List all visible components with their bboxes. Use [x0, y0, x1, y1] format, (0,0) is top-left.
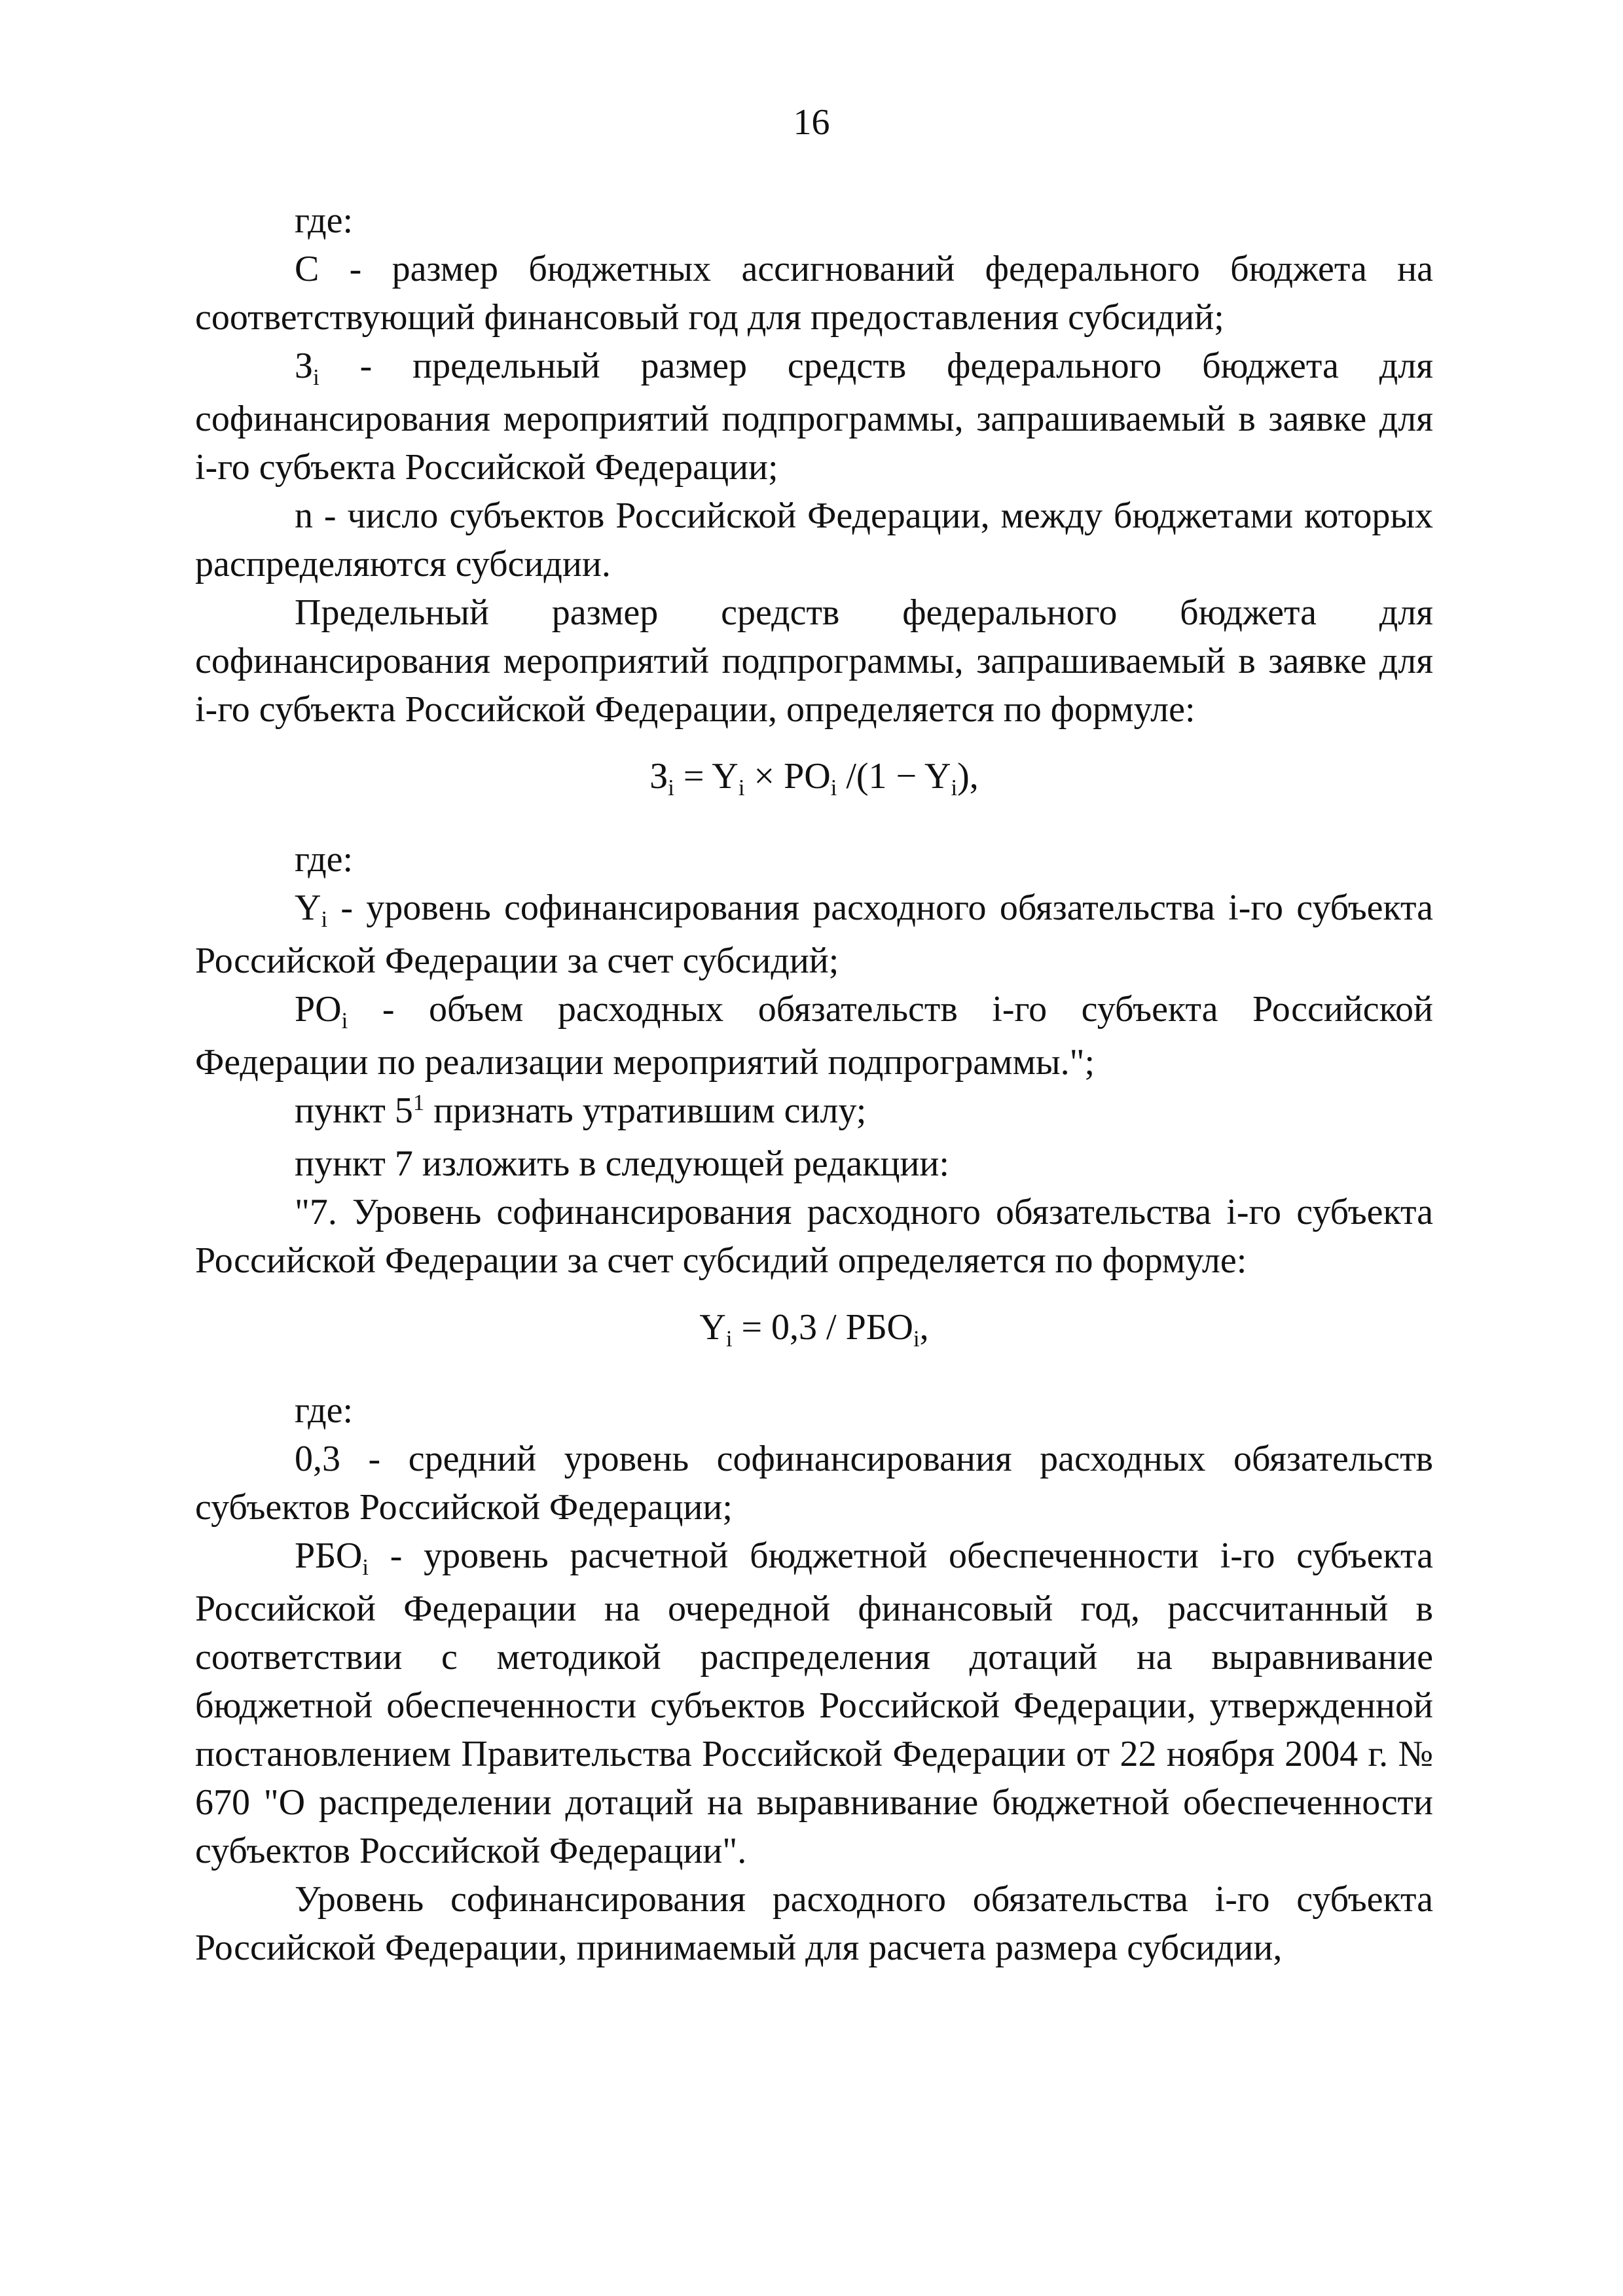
y-text: - уровень софинансирования расходного обязательства i-го субъекта Российской Федерации за счет субсидий;	[195, 888, 1433, 981]
formula-end: ),	[957, 756, 979, 797]
rbo-text: - уровень расчетной бюджетной обеспеченности i-го субъекта Российской Федерации на очередной финансовый год, рассчитанный в соответствии с методикой распределения дотаций на выравнивание бюджетной обеспеченности субъектов Российской Федерации, утвержденной постановлением Правительства Российской Федерации от 22 ноября 2004 г. № 670 "О распределении дотаций на выравнивание бюджетной обеспеченности субъектов Российской Федерации".	[195, 1535, 1433, 1871]
punkt-7: пункт 7 изложить в следующей редакции:	[295, 1143, 949, 1184]
z-definition	[195, 342, 1433, 492]
where-label-3: где:	[295, 1390, 354, 1431]
avg-definition: 0,3 - средний уровень софинансирования расходных обязательств субъектов Российской Федерации;	[195, 1439, 1433, 1528]
formula-z-index: i	[668, 775, 674, 801]
formula2-end: ,	[919, 1307, 929, 1348]
rbo-symbol: РБО	[295, 1535, 363, 1576]
formula2-y-index: i	[725, 1326, 733, 1352]
punkt-5-after: признать утратившим силу;	[424, 1090, 867, 1131]
formula2-y: Y	[699, 1307, 726, 1348]
po-index: i	[341, 1008, 348, 1034]
formula-y2-index: i	[951, 775, 958, 801]
n-definition: n - число субъектов Российской Федерации, между бюджетами которых распределяются субсидии.	[195, 495, 1433, 584]
formula-div: /(1 − Y	[837, 756, 951, 797]
formula-y-index: i	[738, 775, 745, 801]
where-label-2: где:	[295, 839, 354, 880]
formula-z	[195, 734, 1433, 835]
punkt-5-sup: 1	[412, 1089, 425, 1115]
formula-times: × PO	[744, 756, 831, 797]
y-definition	[195, 884, 1433, 985]
y-symbol: Y	[295, 888, 321, 928]
limit-paragraph: Предельный размер средств федерального бюджета для софинансирования мероприятий подпрограммы, запрашиваемый в заявке для i-го субъекта Российской Федерации, определяется по формуле:	[195, 592, 1433, 730]
y-index: i	[321, 906, 328, 933]
where-label-1: где:	[295, 200, 354, 241]
formula-z-symbol: З	[649, 756, 668, 797]
p7-text: "7. Уровень софинансирования расходного обязательства i-го субъекта Российской Федерации за счет субсидий определяется по формуле:	[195, 1192, 1433, 1281]
punkt-5	[195, 1086, 1433, 1139]
z-symbol: З	[295, 346, 314, 386]
page-number: 16	[793, 102, 830, 143]
po-text: - объем расходных обязательств i-го субъекта Российской Федерации по реализации мероприятий подпрограммы.";	[195, 989, 1433, 1083]
punkt-5-text: пункт 5	[295, 1090, 413, 1131]
formula2-rbo-index: i	[913, 1326, 920, 1352]
rbo-index: i	[362, 1554, 369, 1581]
last-paragraph: Уровень софинансирования расходного обязательства i-го субъекта Российской Федерации, принимаемый для расчета размера субсидии,	[195, 1879, 1433, 1968]
z-index: i	[313, 365, 319, 391]
po-symbol: PO	[295, 989, 342, 1030]
formula2-mid: = 0,3 / РБО	[732, 1307, 913, 1348]
document-body	[195, 196, 1433, 1972]
formula-po-index: i	[830, 775, 837, 801]
c-definition: С - размер бюджетных ассигнований федерального бюджета на соответствующий финансовый год для предоставления субсидий;	[195, 249, 1433, 338]
rbo-definition	[195, 1532, 1433, 1875]
formula-z-eq: = Y	[674, 756, 739, 797]
formula-y	[195, 1285, 1433, 1386]
po-definition	[195, 985, 1433, 1086]
z-text: - предельный размер средств федерального бюджета для софинансирования мероприятий подпрограммы, запрашиваемый в заявке для i-го субъекта Российской Федерации;	[195, 346, 1433, 488]
